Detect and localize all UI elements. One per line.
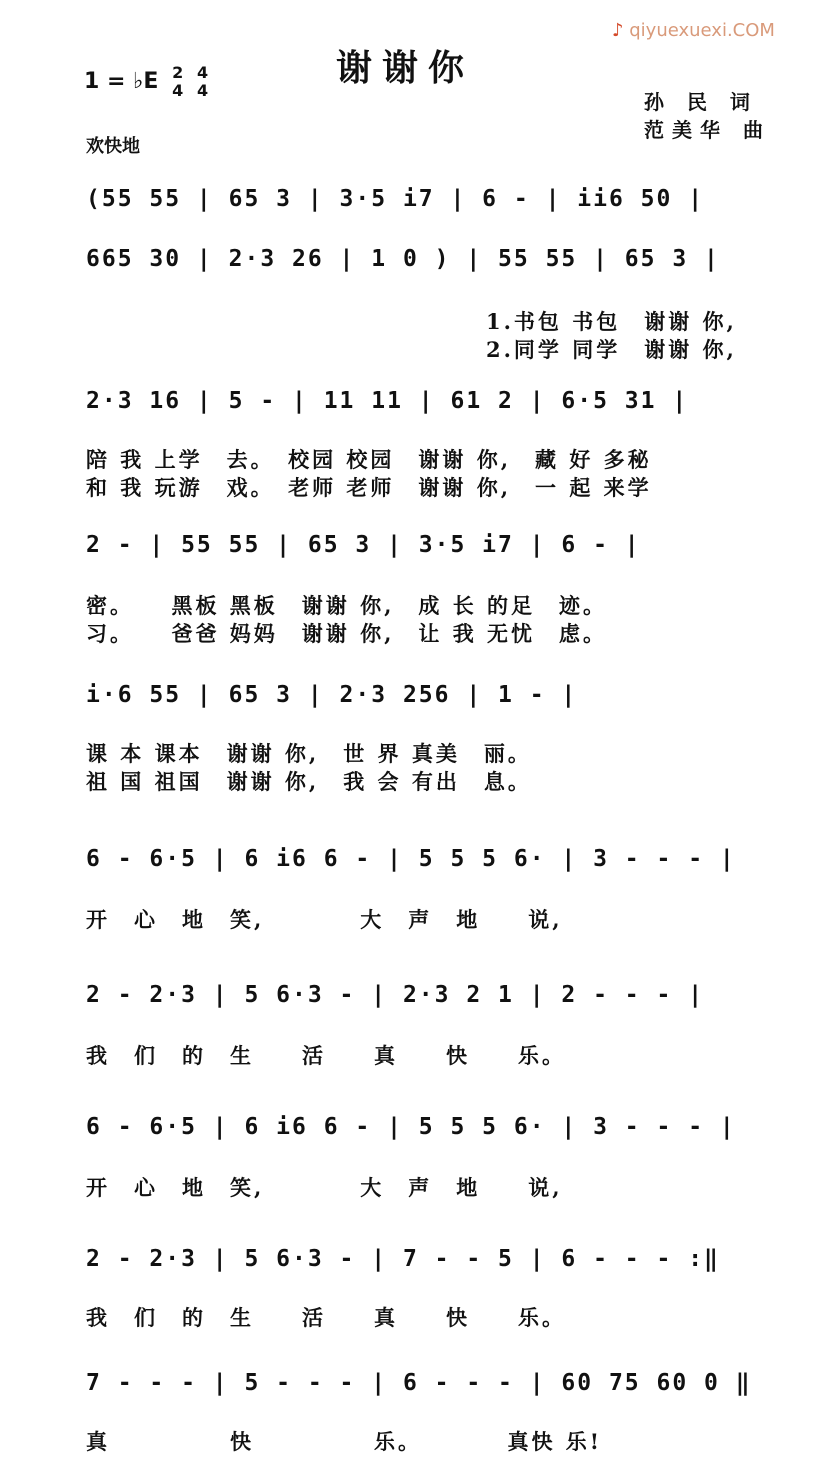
score-line-2: 665 30 | 2·3 26 | 1 0 ) | 55 55 | 65 3 | [86,246,720,272]
lyrics-line-2-verse-2: 2.同学 同学 谢谢 你, [486,337,737,362]
lyrics-line-8: 开 心 地 笑, 大 声 地 说, [86,1175,563,1200]
time-sig-b-top: 4 [196,63,209,82]
composer-credit: 范美华 曲 [644,118,771,142]
score-line-7: 2 - 2·3 | 5 6·3 - | 2·3 2 1 | 2 - - - | [86,982,705,1008]
time-signature-2-4 [172,64,183,100]
score-line-4: 2 - | 55 55 | 65 3 | 3·5 i7 | 6 - | [86,532,641,558]
watermark-logo-icon: ♪ [612,20,624,41]
lyrics-line-5-verse-1: 课 本 课本 谢谢 你, 世 界 真美 丽。 [86,741,532,766]
lyrics-line-3-verse-1: 陪 我 上学 去。 校园 校园 谢谢 你, 藏 好 多秘 [86,447,652,472]
site-watermark [612,20,775,41]
time-sig-a-top: 2 [172,63,184,82]
score-line-5: i·6 55 | 65 3 | 2·3 256 | 1 - | [86,682,578,708]
lyrics-line-2-verse-1: 1.书包 书包 谢谢 你, [486,309,737,334]
score-line-1: (55 55 | 65 3 | 3·5 i7 | 6 - | ii6 50 | [86,186,705,212]
lyrics-line-4-verse-2: 习。 爸爸 妈妈 谢谢 你, 让 我 无忧 虑。 [86,621,608,646]
time-sig-b-bottom: 4 [196,81,209,100]
score-line-3: 2·3 16 | 5 - | 11 11 | 61 2 | 6·5 31 | [86,388,689,414]
key-label: 1 = ♭E [84,69,159,94]
watermark-text: qiyuexuexi.COM [629,20,775,41]
score-line-8: 6 - 6·5 | 6 i6 6 - | 5 5 5 6· | 3 - - - | [86,1114,736,1140]
lyrics-line-3-verse-2: 和 我 玩游 戏。 老师 老师 谢谢 你, 一 起 来学 [86,475,652,500]
lyricist-credit: 孙 民 词 [644,90,758,114]
score-line-9: 2 - 2·3 | 5 6·3 - | 7 - - 5 | 6 - - - :‖ [86,1246,720,1272]
score-line-6: 6 - 6·5 | 6 i6 6 - | 5 5 5 6· | 3 - - - | [86,846,736,872]
time-signature-4-4 [197,64,208,100]
lyrics-line-10: 真 快 乐。 真快 乐! [86,1429,603,1454]
lyrics-line-5-verse-2: 祖 国 祖国 谢谢 你, 我 会 有出 息。 [86,769,532,794]
score-line-10: 7 - - - | 5 - - - | 6 - - - | 60 75 60 0 ‖ [86,1370,752,1396]
tempo-marking: 欢快地 [86,136,140,157]
lyrics-line-7: 我 们 的 生 活 真 快 乐。 [86,1043,566,1068]
key-signature [84,64,208,100]
song-title: 谢谢你 [336,48,475,89]
lyrics-line-4-verse-1: 密。 黑板 黑板 谢谢 你, 成 长 的足 迹。 [86,593,608,618]
lyrics-line-9: 我 们 的 生 活 真 快 乐。 [86,1305,566,1330]
lyrics-line-6: 开 心 地 笑, 大 声 地 说, [86,907,563,932]
time-sig-a-bottom: 4 [172,81,184,100]
